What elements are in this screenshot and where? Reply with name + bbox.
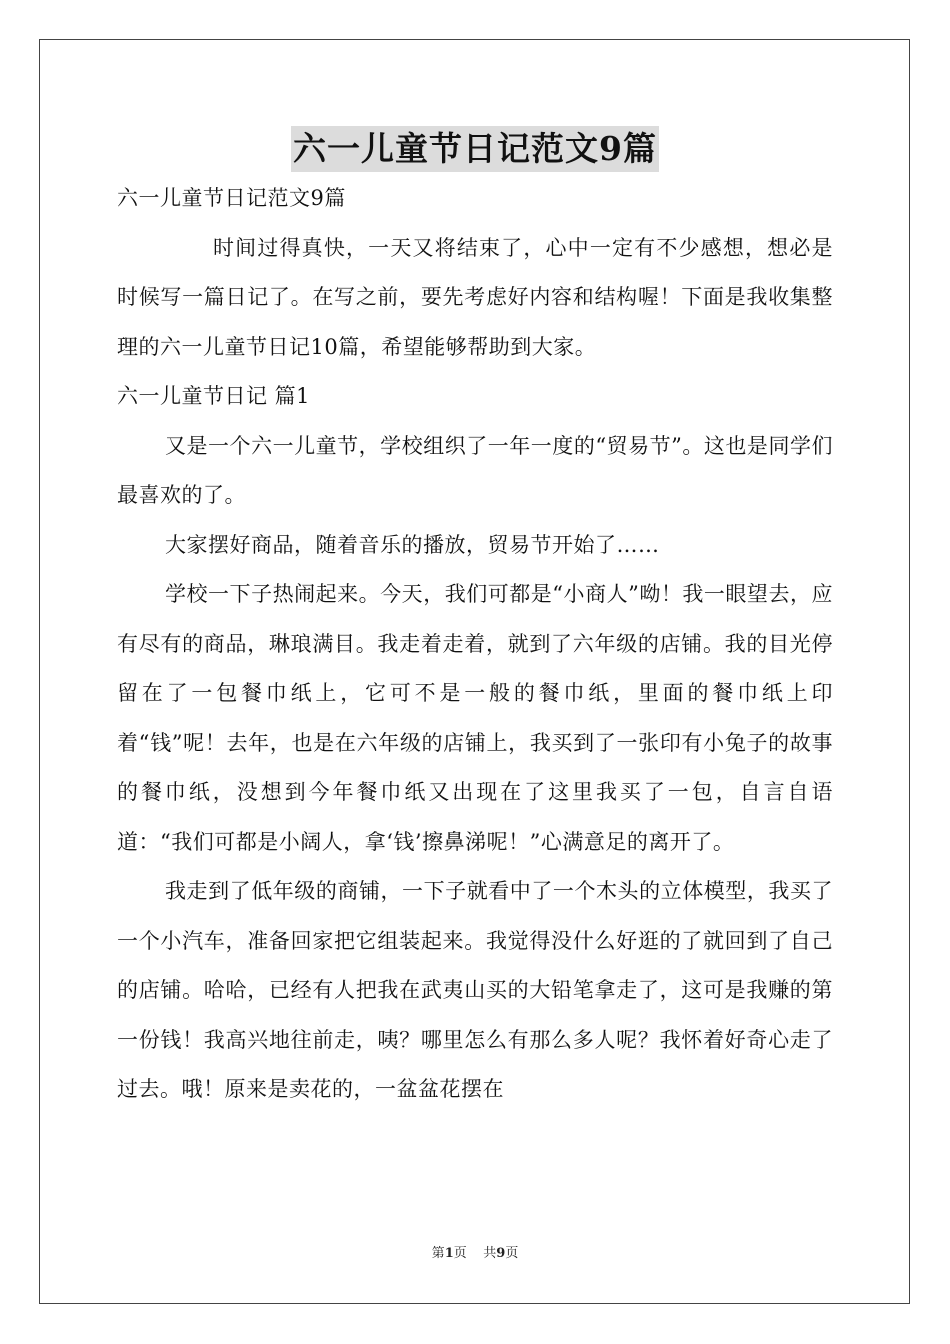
footer-page-current: 1	[444, 1246, 454, 1261]
intro-paragraph: 时间过得真快，一天又将结束了，心中一定有不少感想，想必是时候写一篇日记了。在写之前，要先考虑好内容和结构喔！下面是我收集整理的六一儿童节日记10篇，希望能够帮助到大家。	[117, 235, 833, 359]
body-paragraph: 我走到了低年级的商铺，一下子就看中了一个木头的立体模型，我买了一个小汽车，准备回家把它组装起来。我觉得没什么好逛的了就回到了自己的店铺。哈哈，已经有人把我在武夷山买的大铅笔拿走了，这可是我赚的第一份钱！我高兴地往前走，咦？哪里怎么有那么多人呢？我怀着好奇心走了过去。哦！原来是卖花的，一盆盆花摆在	[117, 879, 833, 1101]
footer-page-total: 9	[496, 1246, 506, 1261]
page-footer	[0, 1245, 950, 1263]
document-title: 六一儿童节日记范文9篇	[291, 126, 659, 172]
body-paragraph: 大家摆好商品，随着音乐的播放，贸易节开始了……	[165, 532, 660, 557]
title-container	[0, 126, 950, 172]
section-heading: 六一儿童节日记 篇1	[117, 384, 311, 408]
footer-page-prefix: 第	[431, 1246, 445, 1261]
body-paragraph: 又是一个六一儿童节，学校组织了一年一度的“贸易节”。这也是同学们最喜欢的了。	[117, 433, 833, 507]
document-body	[117, 174, 833, 1115]
footer-page-mid: 页 共	[453, 1246, 497, 1261]
body-paragraph: 学校一下子热闹起来。今天，我们可都是“小商人”呦！我一眼望去，应有尽有的商品，琳琅满目。我走着走着，就到了六年级的店铺。我的目光停留在了一包餐巾纸上，它可不是一般的餐巾纸，里面的餐巾纸上印着“钱”呢！去年，也是在六年级的店铺上，我买到了一张印有小兔子的故事的餐巾纸，没想到今年餐巾纸又出现在了这里我买了一包，自言自语道：“我们可都是小阔人，拿‘钱’擦鼻涕呢！”心满意足的离开了。	[117, 582, 833, 854]
footer-page-suffix: 页	[505, 1246, 519, 1261]
document-subtitle: 六一儿童节日记范文9篇	[117, 186, 346, 210]
